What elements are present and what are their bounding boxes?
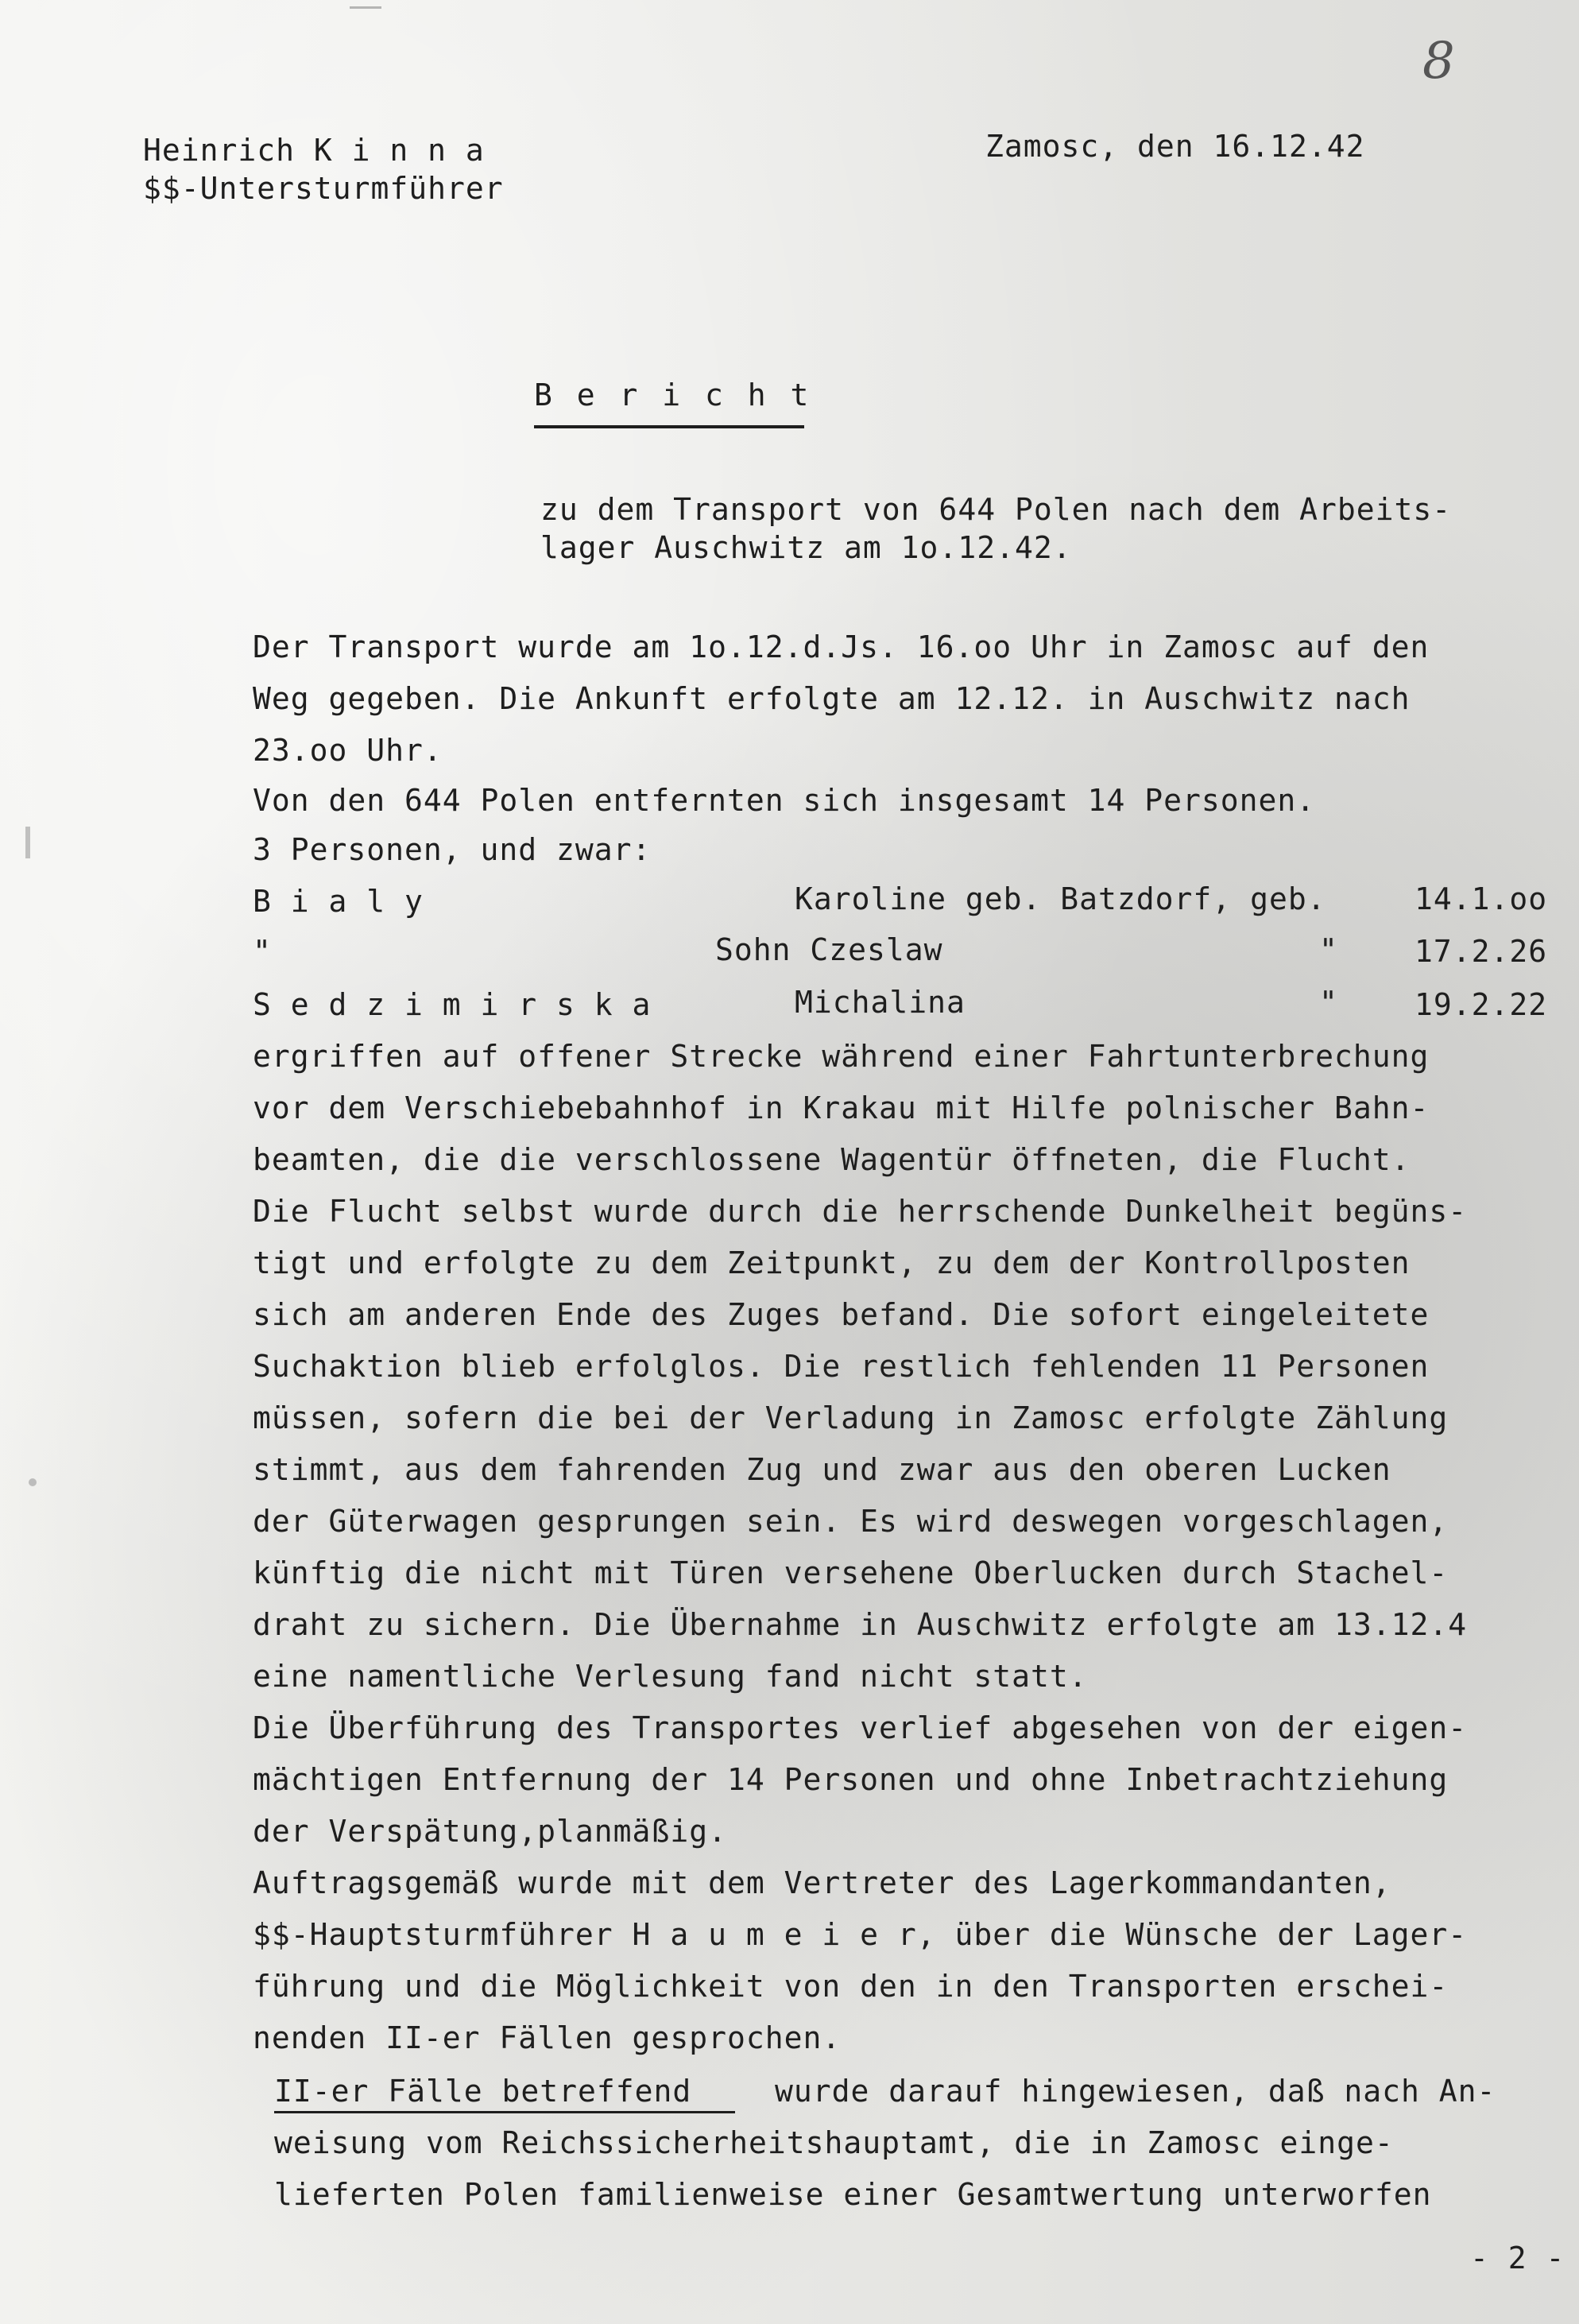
body-line: sich am anderen Ende des Zuges befand. Die sofort eingeleitete [253,1297,1430,1332]
folio-mark: 8 [1422,32,1455,91]
body-line: vor dem Verschiebebahnhof in Krakau mit Hilfe polnischer Bahn- [253,1090,1430,1125]
person-surname: S e d z i m i r s k a [253,987,652,1022]
body-line: mächtigen Entfernung der 14 Personen und ohne Inbetrachtziehung [253,1762,1449,1797]
body-line: Auftragsgemäß wurde mit dem Vertreter des Lagerkommandanten, [253,1865,1391,1900]
title-underline [534,425,804,428]
scan-artifact [350,6,381,9]
body-line: Weg gegeben. Die Ankunft erfolgte am 12.12. in Auschwitz nach [253,681,1411,716]
page-number: - 2 - [1470,2241,1565,2276]
person-surname: B i a l y [253,884,424,919]
body-line: eine namentliche Verlesung fand nicht statt. [253,1659,1088,1694]
scan-artifact [25,827,30,858]
person-given-name: Karoline geb. Batzdorf, geb. [795,881,1326,916]
body-line: $$-Hauptsturmführer H a u m e i e r, über die Wünsche der Lager- [253,1917,1468,1952]
body-line: Suchaktion blieb erfolglos. Die restlich fehlenden 11 Personen [253,1349,1430,1384]
body-line: 3 Personen, und zwar: [253,832,652,867]
underlined-phrase: II-er Fälle betreffend [274,2074,692,2109]
sender-rank: $$-Untersturmführer [143,171,504,206]
body-line: weisung vom Reichssicherheitshauptamt, die in Zamosc einge- [274,2125,1394,2160]
body-line: ergriffen auf offener Strecke während einer Fahrtunterbrechung [253,1039,1430,1074]
body-line: draht zu sichern. Die Übernahme in Auschwitz erfolgte am 13.12.4 [253,1607,1468,1642]
body-line: Der Transport wurde am 1o.12.d.Js. 16.oo Uhr in Zamosc auf den [253,629,1430,664]
body-line: wurde darauf hingewiesen, daß nach An- [775,2074,1496,2109]
phrase-underline [274,2111,735,2113]
person-birthdate: 14.1.oo [1415,881,1548,916]
body-line: beamten, die die verschlossene Wagentür öffneten, die Flucht. [253,1142,1411,1177]
person-given-name: Michalina [795,985,966,1020]
subject-line: lager Auschwitz am 1o.12.42. [540,530,1072,565]
person-given-name: Sohn Czeslaw [715,932,943,967]
body-line: der Verspätung,planmäßig. [253,1814,727,1849]
person-birthdate: 19.2.22 [1415,987,1548,1022]
body-line: müssen, sofern die bei der Verladung in Zamosc erfolgte Zählung [253,1400,1449,1435]
body-line: Von den 644 Polen entfernten sich insgesamt 14 Personen. [253,783,1316,818]
body-line: 23.oo Uhr. [253,733,443,768]
person-birthdate: 17.2.26 [1415,934,1548,969]
body-line: der Güterwagen gesprungen sein. Es wird deswegen vorgeschlagen, [253,1504,1449,1539]
body-line: stimmt, aus dem fahrenden Zug und zwar aus den oberen Lucken [253,1452,1391,1487]
ditto-mark: " [1319,985,1338,1020]
ditto-mark: " [1319,932,1338,967]
person-surname-ditto: " [253,934,272,969]
body-line: nenden II-er Fällen gesprochen. [253,2020,842,2055]
sender-name: Heinrich K i n n a [143,133,485,168]
body-line: Die Flucht selbst wurde durch die herrschende Dunkelheit begüns- [253,1194,1468,1229]
body-line: tigt und erfolgte zu dem Zeitpunkt, zu dem der Kontrollposten [253,1245,1411,1280]
body-line: Die Überführung des Transportes verlief abgesehen von der eigen- [253,1710,1468,1745]
body-line: lieferten Polen familienweise einer Gesamtwertung unterworfen [274,2177,1432,2212]
report-title: B e r i c h t [534,378,812,413]
body-line: führung und die Möglichkeit von den in den Transporten erschei- [253,1969,1449,2004]
subject-line: zu dem Transport von 644 Polen nach dem Arbeits- [540,492,1452,527]
place-date: Zamosc, den 16.12.42 [985,129,1365,164]
body-line: künftig die nicht mit Türen versehene Oberlucken durch Stachel- [253,1555,1449,1590]
punch-hole-mark [29,1478,37,1486]
